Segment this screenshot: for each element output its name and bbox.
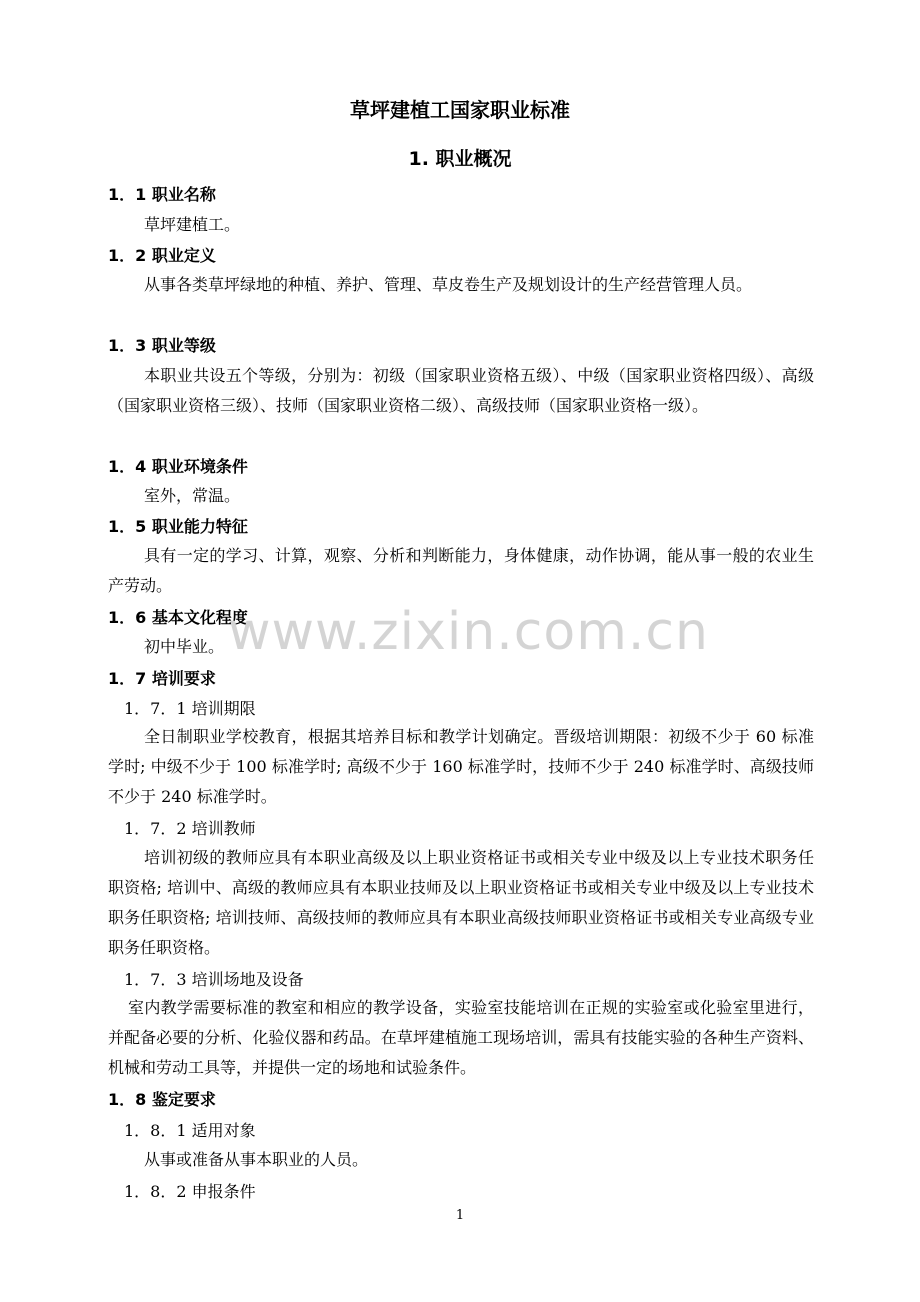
subsection-body-1-7-1: 全日制职业学校教育，根据其培养目标和教学计划确定。晋级培训期限：初级不少于 60 标准学时; 中级不少于 100 标准学时; 高级不少于 160 标准学时，技师不少于 240 标准学时、高级技师不少于 240 标准学时。	[108, 727, 814, 806]
subsection-body-1-8-1: 从事或准备从事本职业的人员。	[144, 1150, 369, 1169]
section-heading-1-3: 1．3 职业等级	[108, 336, 216, 355]
page-number: 1	[455, 1208, 465, 1223]
section-body-1-6: 初中毕业。	[144, 637, 225, 656]
section-heading-1-7: 1．7 培训要求	[108, 669, 216, 688]
section-heading-1-6: 1．6 基本文化程度	[108, 608, 248, 627]
subsection-heading-1-7-2: 1．7．2 培训教师	[124, 819, 256, 838]
subsection-heading-1-8-1: 1．8．1 适用对象	[124, 1121, 256, 1140]
section-heading-1-8: 1．8 鉴定要求	[108, 1090, 216, 1109]
section-heading-1-5: 1．5 职业能力特征	[108, 517, 248, 536]
section-body-1-2: 从事各类草坪绿地的种植、养护、管理、草皮卷生产及规划设计的生产经营管理人员。	[144, 275, 753, 294]
subsection-body-1-7-2: 培训初级的教师应具有本职业高级及以上职业资格证书或相关专业中级及以上专业技术职务任职资格; 培训中、高级的教师应具有本职业技师及以上职业资格证书或相关专业中级及以上专业技术职务任职资格; 培训技师、高级技师的教师应具有本职业高级技师职业资格证书或相关专业高级专业职务任职资格。	[108, 848, 814, 957]
section-body-1-4: 室外，常温。	[144, 486, 241, 505]
document-title: 草坪建植工国家职业标准	[350, 98, 570, 122]
section-heading-1-1: 1．1 职业名称	[108, 185, 216, 204]
section-body-1-3: 本职业共设五个等级，分别为：初级（国家职业资格五级）、中级（国家职业资格四级）、高级（国家职业资格三级）、技师（国家职业资格二级）、高级技师（国家职业资格一级）。	[108, 366, 814, 415]
subsection-heading-1-7-1: 1．7．1 培训期限	[124, 699, 256, 718]
section-body-1-5: 具有一定的学习、计算，观察、分析和判断能力，身体健康，动作协调，能从事一般的农业生产劳动。	[108, 546, 814, 595]
section-heading-1-2: 1．2 职业定义	[108, 246, 216, 265]
subsection-body-1-7-3: 室内教学需要标准的教室和相应的教学设备，实验室技能培训在正规的实验室或化验室里进行，并配备必要的分析、化验仪器和药品。在草坪建植施工现场培训，需具有技能实验的各种生产资料、机械和劳动工具等，并提供一定的场地和试验条件。	[108, 998, 814, 1077]
subsection-heading-1-7-3: 1．7．3 培训场地及设备	[124, 970, 304, 989]
watermark: www.zixin.com.cn	[228, 602, 709, 662]
chapter-heading: 1. 职业概况	[408, 148, 512, 170]
subsection-heading-1-8-2: 1．8．2 申报条件	[124, 1182, 256, 1201]
section-body-1-1: 草坪建植工。	[144, 215, 241, 234]
section-heading-1-4: 1．4 职业环境条件	[108, 457, 248, 476]
